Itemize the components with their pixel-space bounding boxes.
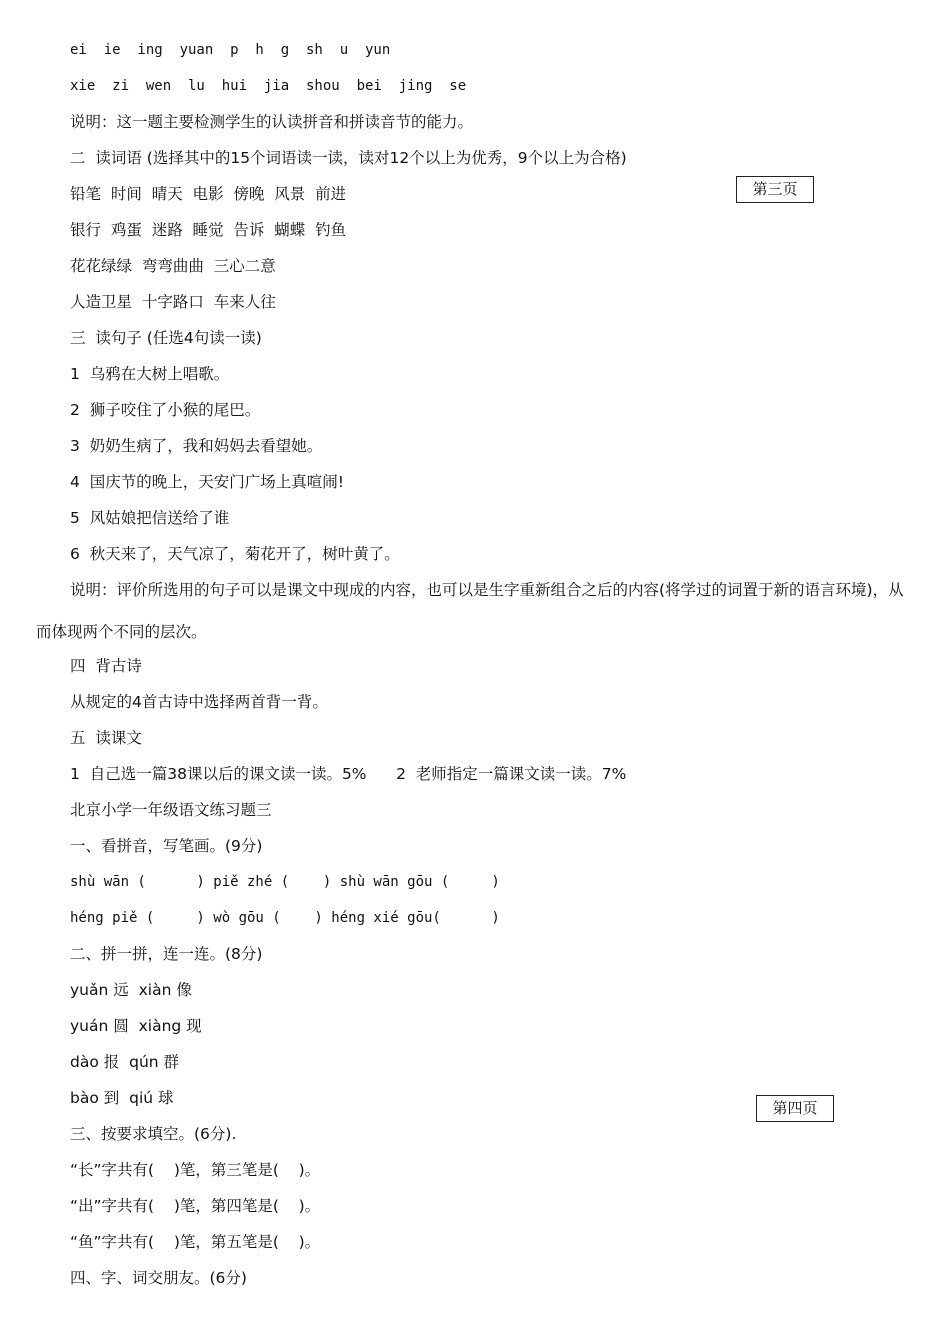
fill-blank-row: “长”字共有( )笔，第三笔是( )。 — [70, 1161, 321, 1179]
fill-blank-row: “鱼”字共有( )笔，第五笔是( )。 — [70, 1233, 321, 1251]
note-text: 说明：这一题主要检测学生的认读拼音和拼读音节的能力。 — [70, 113, 474, 131]
match-row: yuán 圆 xiàng 现 — [70, 1017, 202, 1035]
section-heading: 四 背古诗 — [70, 657, 142, 675]
sentence-item: 3 奶奶生病了，我和妈妈去看望她。 — [70, 437, 323, 455]
pinyin-line-2: xie zi wen lu hui jia shou bei jing se — [70, 78, 467, 94]
word-row: 人造卫星 十字路口 车来人往 — [70, 293, 276, 311]
sentence-item: 2 狮子咬住了小猴的尾巴。 — [70, 401, 261, 419]
page-label-4: 第四页 — [756, 1095, 834, 1122]
sentence-item: 1 乌鸦在大树上唱歌。 — [70, 365, 230, 383]
note-paragraph: 说明：评价所选用的句子可以是课文中现成的内容，也可以是生字重新组合之后的内容(将学过的词置于新的语言环境)，从而体现两个不同的层次。 — [36, 581, 904, 641]
pinyin-line-1: ei ie ing yuan p h g sh u yun — [70, 42, 391, 58]
body-text: 1 自己选一篇38课以后的课文读一读。5% 2 老师指定一篇课文读一读。7% — [70, 765, 627, 783]
question-heading: 一、看拼音，写笔画。(9分) — [70, 837, 263, 855]
exercise-title: 北京小学一年级语文练习题三 — [70, 801, 272, 819]
pinyin-blank-row: héng piě ( ) wò gōu ( ) héng xié gōu( ) — [70, 910, 500, 926]
question-heading: 四、字、词交朋友。(6分) — [70, 1269, 247, 1287]
match-row: bào 到 qiú 球 — [70, 1089, 174, 1107]
question-heading: 二、拼一拼，连一连。(8分) — [70, 945, 263, 963]
section-heading: 三 读句子 (任选4句读一读) — [70, 329, 262, 347]
word-row: 花花绿绿 弯弯曲曲 三心二意 — [70, 257, 276, 275]
pinyin-blank-row: shù wān ( ) piě zhé ( ) shù wān gōu ( ) — [70, 874, 500, 890]
page-label-3: 第三页 — [736, 176, 814, 203]
sentence-item: 5 风姑娘把信送给了谁 — [70, 509, 230, 527]
word-row: 铅笔 时间 晴天 电影 傍晚 风景 前进 — [70, 185, 347, 203]
sentence-item: 6 秋天来了，天气凉了，菊花开了，树叶黄了。 — [70, 545, 400, 563]
match-row: dào 报 qún 群 — [70, 1053, 180, 1071]
fill-blank-row: “出”字共有( )笔，第四笔是( )。 — [70, 1197, 321, 1215]
match-row: yuǎn 远 xiàn 像 — [70, 981, 192, 999]
body-text: 从规定的4首古诗中选择两首背一背。 — [70, 693, 328, 711]
question-heading: 三、按要求填空。(6分). — [70, 1125, 237, 1143]
word-row: 银行 鸡蛋 迷路 睡觉 告诉 蝴蝶 钓鱼 — [70, 221, 347, 239]
section-heading: 五 读课文 — [70, 729, 142, 747]
section-heading: 二 读词语 (选择其中的15个词语读一读，读对12个以上为优秀，9个以上为合格) — [70, 149, 627, 167]
sentence-item: 4 国庆节的晚上，天安门广场上真喧闹! — [70, 473, 344, 491]
